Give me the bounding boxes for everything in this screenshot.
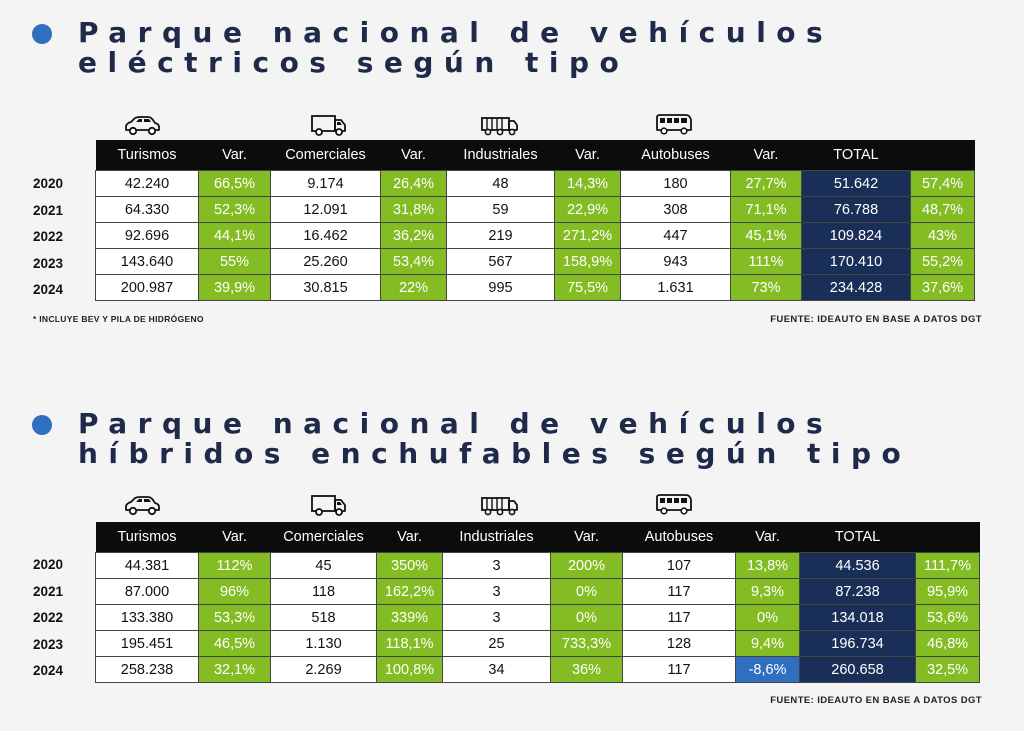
bus-icon (654, 492, 694, 518)
year-label: 2024 (33, 663, 64, 678)
value-cell: 943 (621, 249, 731, 275)
year-label: 2023 (33, 636, 64, 652)
ev-table-body (96, 171, 975, 301)
value-cell: 117 (623, 657, 736, 683)
value-cell: 64.330 (96, 197, 199, 223)
value-cell: 3 (443, 605, 551, 631)
variation-cell: 200% (551, 553, 623, 579)
year-label: 2022 (33, 610, 64, 625)
value-cell: 1.130 (271, 631, 377, 657)
phev-icons (0, 492, 1024, 522)
value-cell: 107 (623, 553, 736, 579)
phev-table (95, 522, 980, 683)
value-cell: 44.381 (96, 553, 199, 579)
total-cell: 44.536 (800, 553, 916, 579)
variation-cell: 0% (551, 579, 623, 605)
total-cell: 87.238 (800, 579, 916, 605)
table-row (96, 631, 980, 657)
variation-cell: 96% (199, 579, 271, 605)
table-row (96, 605, 980, 631)
variation-cell: 100,8% (377, 657, 443, 683)
value-cell: 3 (443, 553, 551, 579)
column-header: Autobuses (623, 522, 736, 553)
column-header: Industriales (443, 522, 551, 553)
value-cell: 2.269 (271, 657, 377, 683)
variation-cell: 158,9% (555, 249, 621, 275)
van-icon (309, 112, 349, 138)
column-header: Var. (555, 140, 621, 171)
variation-cell: 22% (381, 275, 447, 301)
variation-cell: 66,5% (199, 171, 271, 197)
value-cell: 34 (443, 657, 551, 683)
year-label: 2022 (33, 229, 64, 244)
column-header: Var. (731, 140, 802, 171)
ev-title-line-1: Parque nacional de vehículos (78, 16, 834, 49)
value-cell: 567 (447, 249, 555, 275)
variation-cell: 22,9% (555, 197, 621, 223)
variation-cell: 0% (551, 605, 623, 631)
column-header: Turismos (96, 522, 199, 553)
total-cell: 109.824 (802, 223, 911, 249)
variation-cell: 111% (731, 249, 802, 275)
phev-table-body (96, 553, 980, 683)
variation-cell: 0% (736, 605, 800, 631)
variation-cell: 118,1% (377, 631, 443, 657)
variation-cell: -8,6% (736, 657, 800, 683)
value-cell: 117 (623, 605, 736, 631)
phev-year-labels (33, 552, 93, 685)
value-cell: 118 (271, 579, 377, 605)
variation-cell: 26,4% (381, 171, 447, 197)
column-header: TOTAL (800, 522, 916, 553)
value-cell: 45 (271, 553, 377, 579)
van-icon (309, 492, 349, 518)
value-cell: 180 (621, 171, 731, 197)
column-header: Industriales (447, 140, 555, 171)
variation-cell: 162,2% (377, 579, 443, 605)
value-cell: 25.260 (271, 249, 381, 275)
variation-cell: 44,1% (199, 223, 271, 249)
column-header: Var. (381, 140, 447, 171)
column-header: Comerciales (271, 522, 377, 553)
table-row (96, 553, 980, 579)
bullet-icon (32, 24, 52, 44)
table-row (96, 197, 975, 223)
variation-cell: 350% (377, 553, 443, 579)
variation-cell: 27,7% (731, 171, 802, 197)
value-cell: 48 (447, 171, 555, 197)
column-header: Var. (377, 522, 443, 553)
total-cell: 170.410 (802, 249, 911, 275)
table-row (96, 223, 975, 249)
value-cell: 143.640 (96, 249, 199, 275)
value-cell: 128 (623, 631, 736, 657)
phev-title-line-1: Parque nacional de vehículos (78, 407, 834, 440)
table-row (96, 275, 975, 301)
header-row (96, 140, 975, 171)
column-header: Var. (736, 522, 800, 553)
value-cell: 1.631 (621, 275, 731, 301)
table-row (96, 171, 975, 197)
value-cell: 447 (621, 223, 731, 249)
total-cell: 51.642 (802, 171, 911, 197)
ev-year-labels (33, 171, 93, 304)
table-row (96, 249, 975, 275)
value-cell: 3 (443, 579, 551, 605)
variation-cell: 111,7% (916, 553, 980, 579)
value-cell: 200.987 (96, 275, 199, 301)
ev-table (95, 140, 975, 301)
variation-cell: 71,1% (731, 197, 802, 223)
variation-cell: 53,6% (916, 605, 980, 631)
truck-icon (480, 492, 520, 518)
variation-cell: 32,1% (199, 657, 271, 683)
year-label: 2020 (33, 557, 64, 572)
value-cell: 25 (443, 631, 551, 657)
bus-icon (654, 112, 694, 138)
value-cell: 92.696 (96, 223, 199, 249)
car-icon (122, 492, 162, 518)
value-cell: 133.380 (96, 605, 199, 631)
variation-cell: 31,8% (381, 197, 447, 223)
variation-cell: 45,1% (731, 223, 802, 249)
variation-cell: 43% (911, 223, 975, 249)
total-cell: 76.788 (802, 197, 911, 223)
variation-cell: 39,9% (199, 275, 271, 301)
column-header: Autobuses (621, 140, 731, 171)
variation-cell: 14,3% (555, 171, 621, 197)
value-cell: 995 (447, 275, 555, 301)
column-header: Comerciales (271, 140, 381, 171)
value-cell: 195.451 (96, 631, 199, 657)
total-cell: 234.428 (802, 275, 911, 301)
column-header: Turismos (96, 140, 199, 171)
variation-cell: 733,3% (551, 631, 623, 657)
column-header: Var. (199, 140, 271, 171)
variation-cell: 36% (551, 657, 623, 683)
ev-icons (0, 112, 1024, 142)
table-row (96, 657, 980, 683)
year-label: 2024 (33, 282, 64, 297)
column-header (911, 140, 975, 171)
variation-cell: 9,4% (736, 631, 800, 657)
value-cell: 59 (447, 197, 555, 223)
year-label: 2020 (33, 176, 64, 191)
variation-cell: 55,2% (911, 249, 975, 275)
variation-cell: 339% (377, 605, 443, 631)
phev-title-line-2: híbridos enchufables según tipo (78, 437, 912, 470)
variation-cell: 48,7% (911, 197, 975, 223)
variation-cell: 55% (199, 249, 271, 275)
variation-cell: 112% (199, 553, 271, 579)
phev-title (78, 409, 911, 469)
variation-cell: 46,5% (199, 631, 271, 657)
year-label: 2021 (33, 202, 64, 218)
ev-title (78, 18, 833, 78)
ev-source: FUENTE: IDEAUTO EN BASE A DATOS DGT (770, 314, 982, 325)
variation-cell: 95,9% (916, 579, 980, 605)
value-cell: 42.240 (96, 171, 199, 197)
value-cell: 87.000 (96, 579, 199, 605)
value-cell: 308 (621, 197, 731, 223)
variation-cell: 52,3% (199, 197, 271, 223)
value-cell: 12.091 (271, 197, 381, 223)
total-cell: 134.018 (800, 605, 916, 631)
ev-footnote: * INCLUYE BEV Y PILA DE HIDRÓGENO (33, 314, 204, 324)
bullet-icon (32, 415, 52, 435)
truck-icon (480, 112, 520, 138)
table-row (96, 579, 980, 605)
value-cell: 16.462 (271, 223, 381, 249)
total-cell: 196.734 (800, 631, 916, 657)
variation-cell: 57,4% (911, 171, 975, 197)
total-cell: 260.658 (800, 657, 916, 683)
phev-source: FUENTE: IDEAUTO EN BASE A DATOS DGT (770, 695, 982, 706)
year-label: 2021 (33, 583, 64, 599)
value-cell: 219 (447, 223, 555, 249)
variation-cell: 46,8% (916, 631, 980, 657)
variation-cell: 53,4% (381, 249, 447, 275)
variation-cell: 53,3% (199, 605, 271, 631)
variation-cell: 73% (731, 275, 802, 301)
value-cell: 9.174 (271, 171, 381, 197)
column-header (916, 522, 980, 553)
value-cell: 30.815 (271, 275, 381, 301)
column-header: Var. (199, 522, 271, 553)
value-cell: 258.238 (96, 657, 199, 683)
variation-cell: 32,5% (916, 657, 980, 683)
ev-title-line-2: eléctricos según tipo (78, 46, 630, 79)
variation-cell: 9,3% (736, 579, 800, 605)
header-row (96, 522, 980, 553)
year-label: 2023 (33, 255, 64, 271)
car-icon (122, 112, 162, 138)
variation-cell: 75,5% (555, 275, 621, 301)
variation-cell: 13,8% (736, 553, 800, 579)
value-cell: 518 (271, 605, 377, 631)
variation-cell: 37,6% (911, 275, 975, 301)
column-header: Var. (551, 522, 623, 553)
value-cell: 117 (623, 579, 736, 605)
variation-cell: 271,2% (555, 223, 621, 249)
variation-cell: 36,2% (381, 223, 447, 249)
column-header: TOTAL (802, 140, 911, 171)
